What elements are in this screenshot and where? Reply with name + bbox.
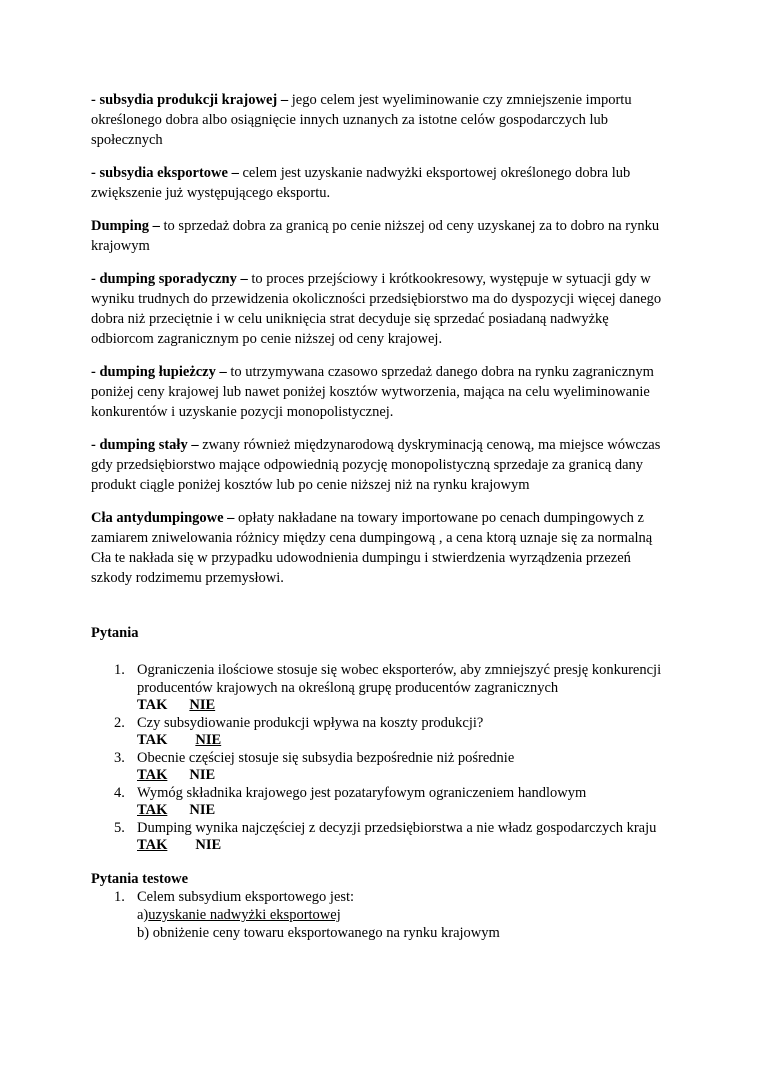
definition-text: opłaty nakładane na towary importowane po cenach dumpingowych z zamiarem zniwelowania różnicy między cena dumpingową , a cena ktorą uznaje się za normalną Cła te nakłada się w przypadku udowodnienia dumpingu i stwierdzenia wyrządzenia przezeń szkody rodzimemu przemysłowi. [91,510,653,586]
question-number: 1. [114,889,125,905]
question-text: Obecnie częściej stosuje się subsydia bezpośrednie niż pośrednie [137,750,515,766]
questions-list [91,661,671,854]
question-text: Celem subsydium eksportowego jest: [137,889,355,905]
question-text: Czy subsydiowanie produkcji wpływa na koszty produkcji? [137,715,484,731]
question-text: Ograniczenia ilościowe stosuje się wobec eksporterów, aby zmniejszyć presję konkurencji producentów krajowych na określoną grupę producentów zagranicznych [137,662,662,696]
question-answers [137,732,671,749]
question-answers [137,837,671,854]
question-number: 4. [114,785,125,801]
answer-nie-selected: NIE [189,697,216,713]
answer-nie: NIE [189,802,216,818]
definition-dumping [91,216,671,256]
answer-nie: NIE [189,767,216,783]
definition-term: - dumping łupieżczy – [91,364,227,380]
definition-term: - subsydia eksportowe – [91,165,239,181]
definition-text: to proces przejściowy i krótkookresowy, występuje w sytuacji gdy w wyniku trudnych do przewidzenia okoliczności przedsiębiorstwo ma do dyspozycji więcej danego dobra niż przeciętnie i w celu uniknięcia strat decyduje się sprzedać posiadaną nadwyżkę odbiorcom zagranicznym po cenie niższej od ceny krajowej. [91,271,662,347]
definition-text: celem jest uzyskanie nadwyżki eksportowej określonego dobra lub zwiększenie już występującego eksportu. [91,165,631,201]
document-content [91,90,671,942]
answer-nie-selected: NIE [195,732,222,748]
question-text: Wymóg składnika krajowego jest pozataryfowym ograniczeniem handlowym [137,785,587,801]
question-item [91,784,671,819]
definition-subsydia-eksportowe [91,163,671,203]
definition-cla-antydumpingowe [91,508,671,588]
questions-heading: Pytania [91,625,139,641]
option-a-prefix: a) [137,907,149,923]
test-questions-heading: Pytania testowe [91,871,189,887]
answer-nie: NIE [195,837,222,853]
question-number: 2. [114,715,125,731]
option-a [137,906,671,924]
answer-tak-selected: TAK [137,767,168,783]
answer-tak-selected: TAK [137,837,168,853]
definition-dumping-sporadyczny [91,269,671,349]
test-question-item [91,888,671,942]
definition-text: jego celem jest wyeliminowanie czy zmniejszenie importu określonego dobra albo osiągnięcie innych uznanych za istotne celów gospodarczych lub społecznych [91,92,632,148]
definition-term: - dumping stały – [91,437,199,453]
definition-text: to sprzedaż dobra za granicą po cenie niższej od ceny uzyskanej za to dobro na rynku krajowym [91,218,660,254]
question-number: 5. [114,820,125,836]
question-number: 1. [114,662,125,678]
definition-term: Dumping – [91,218,160,234]
definition-text: to utrzymywana czasowo sprzedaż danego dobra na rynku zagranicznym poniżej ceny krajowej lub nawet poniżej kosztów wytworzenia, mająca na celu wyeliminowanie konkurentów i uzyskanie pozycji monopolistycznej. [91,364,654,420]
answer-tak: TAK [137,732,168,748]
definition-term: - subsydia produkcji krajowej – [91,92,289,108]
question-item [91,749,671,784]
question-item [91,714,671,749]
question-answers [137,802,671,819]
question-number: 3. [114,750,125,766]
definition-term: Cła antydumpingowe – [91,510,235,526]
definition-text: zwany również międzynarodową dyskryminacją cenową, ma miejsce wówczas gdy przedsiębiorstwo mające odpowiednią pozycję monopolistyczną sprzedaje za granicą dany produkt ciągle poniżej kosztów lub po cenie niższej niż na rynku krajowym [91,437,661,493]
question-answers [137,767,671,784]
option-a-text-correct: uzyskanie nadwyżki eksportowej [148,907,341,923]
test-questions-list [91,888,671,942]
question-text: Dumping wynika najczęściej z decyzji przedsiębiorstwa a nie władz gospodarczych kraju [137,820,657,836]
question-item [91,819,671,854]
question-item [91,661,671,714]
question-answers [137,697,671,714]
option-b: b) obniżenie ceny towaru eksportowanego na rynku krajowym [137,925,500,941]
definition-subsydia-produkcji [91,90,671,150]
definition-dumping-lupiezczy [91,362,671,422]
answer-tak: TAK [137,697,168,713]
answer-tak-selected: TAK [137,802,168,818]
definition-term: - dumping sporadyczny – [91,271,248,287]
definition-dumping-staly [91,435,671,495]
